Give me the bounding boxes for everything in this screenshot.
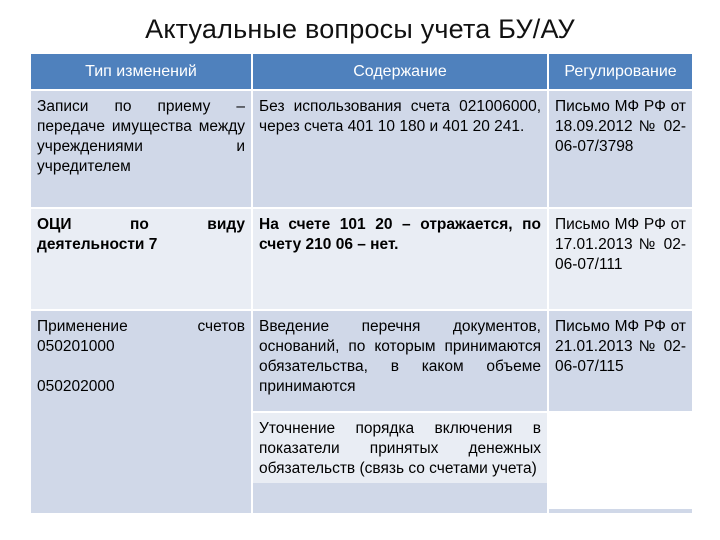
- type-text: ОЦИ по виду деятельности 7: [37, 216, 245, 253]
- regulation-text: Письмо МФ РФ от 18.09.2012 № 02-06-07/3798: [555, 98, 686, 155]
- type-text: Записи по приему – передаче имущества между учреждениями и учредителем: [37, 98, 245, 175]
- regulation-cell: [549, 309, 692, 513]
- column-header-content: Содержание: [253, 54, 549, 89]
- column-header-type: Тип изменений: [31, 54, 253, 89]
- content-extra-text: Уточнение порядка включения в показатели принятых денежных обязательств (связь со счетами учета): [253, 411, 547, 483]
- type-text: Применение счетов 050201000: [37, 318, 245, 355]
- type-cell: [31, 309, 253, 513]
- regulation-text: Письмо МФ РФ от 21.01.2013 № 02-06-07/115: [555, 318, 686, 375]
- type-cell: [31, 207, 253, 309]
- regulation-text: Письмо МФ РФ от 17.01.2013 № 02-06-07/111: [555, 216, 686, 273]
- content-text: Без использования счета 021006000, через счета 401 10 180 и 401 20 241.: [259, 98, 541, 135]
- regulation-blank: [549, 411, 692, 509]
- regulation-cell: [549, 89, 692, 207]
- content-text: На счете 101 20 – отражается, по счету 210 06 – нет.: [259, 216, 541, 253]
- content-cell: [253, 309, 549, 513]
- type-cell: [31, 89, 253, 207]
- table-row: [31, 89, 692, 207]
- content-text: Введение перечня документов, оснований, по которым принимаются обязательства, в каком объеме принимаются: [259, 318, 541, 395]
- content-cell: [253, 89, 549, 207]
- column-header-regulation: Регулирование: [549, 54, 692, 89]
- table-row: [31, 309, 692, 513]
- content-cell: [253, 207, 549, 309]
- regulation-cell: [549, 207, 692, 309]
- changes-table: [31, 54, 692, 513]
- table-header-row: [31, 54, 692, 89]
- table-row: [31, 207, 692, 309]
- page-title: Актуальные вопросы учета БУ/АУ: [145, 14, 575, 44]
- type-text-account-2: 050202000: [37, 378, 115, 395]
